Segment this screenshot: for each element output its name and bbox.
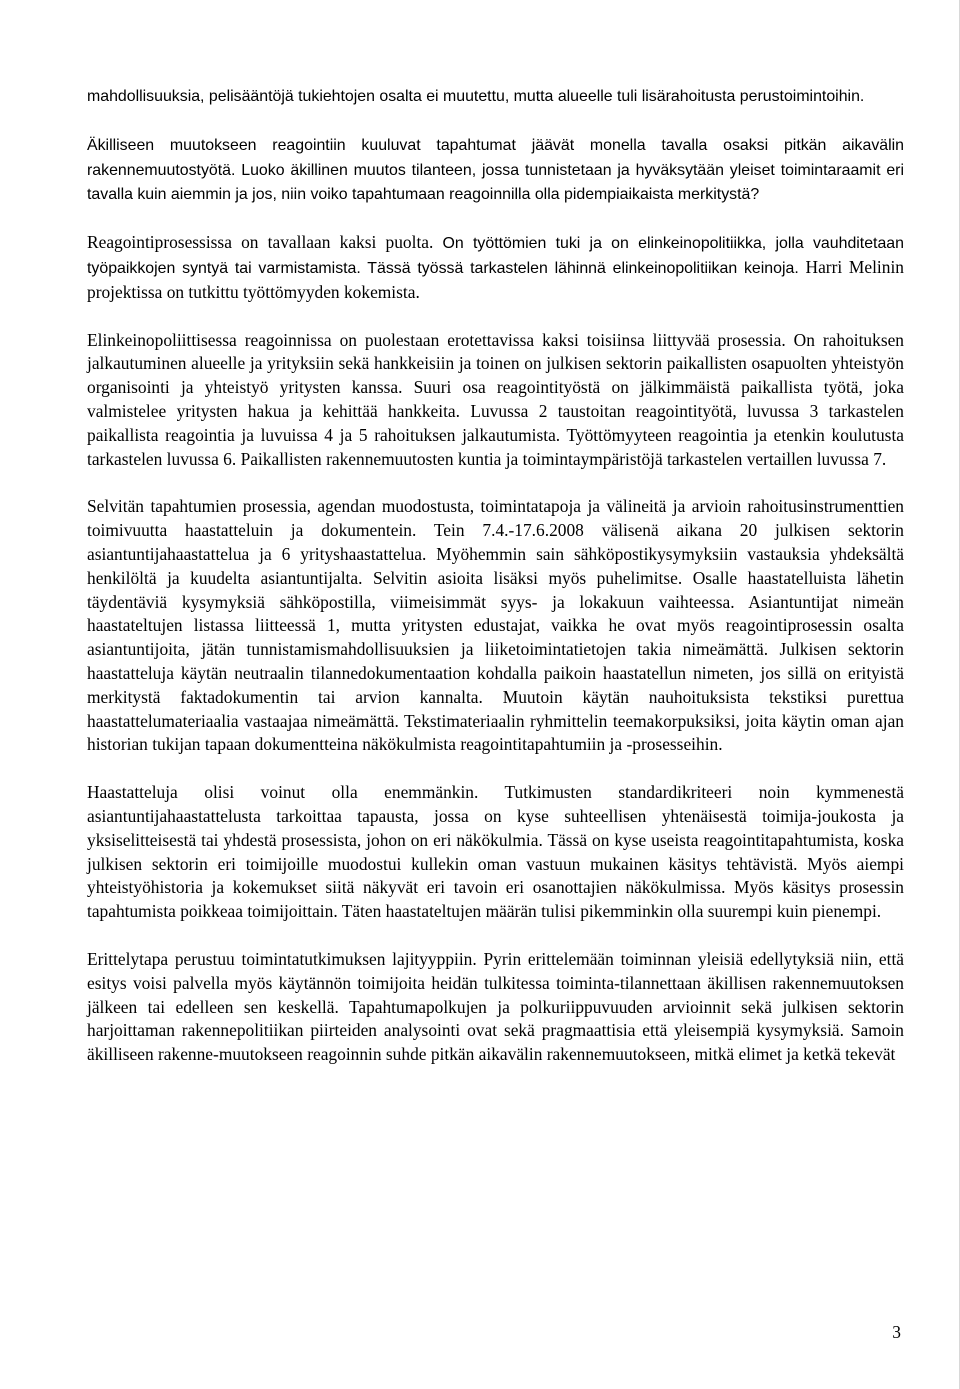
paragraph — [87, 948, 904, 1067]
paragraph-text: Erittelytapa perustuu toimintatutkimuksen lajityyppiin. Pyrin erittelemään toiminnan yleisiä edellytyksiä niin, että esitys voisi palvella myös käytännön toimijoita heidän tulkitessa toiminta-tilannettaan äkillisen rakennemuutoksen jälkeen tai edelleen sen keskellä. Tapahtumapolkujen ja polkuriippuvuuden arvioinnit sekä julkisen sektorin harjoittaman rakennepolitiikan piirteiden analysointi ovat sekä pragmaattisia että yleisempiä kysymyksiä. Samoin äkilliseen rakenne-muutokseen reagoinnin suhde pitkän aikavälin rakennemuutokseen, mitkä elimet ja ketkä tekevät — [87, 948, 904, 1065]
paragraph-text: Elinkeinopoliittisessa reagoinnissa on puolestaan erotettavissa kaksi toisiinsa liittyvää prosessia. On rahoituksen jalkautuminen alueelle ja yrityksiin sekä hankkeisiin ja toinen on julkisen sektorin paikallisten osapuolten yhteistyön organisointi ja yhteistyö yritysten kanssa. Suuri osa reagointityöstä on jälkimmäistä paikallista työtä, joka valmistelee yritysten hakua ja kehittää hankkeita. Luvussa 2 taustoitan reagointityötä, luvussa 3 tarkastelen paikallista reagointia ja luvuissa 4 ja 5 rahoituksen jalkautumista. Työttömyyteen reagointia ja etenkin koulutusta tarkastelen luvussa 6. Paikallisten rakennemuutosten kuntia ja toimintaympäristöjä tarkastelen vertaillen luvussa 7. — [87, 329, 904, 469]
paragraph — [87, 329, 904, 472]
paragraph — [87, 133, 904, 207]
paragraph — [87, 781, 904, 924]
paragraph-text: Reagointiprosessissa on tavallaan kaksi puolta. — [87, 232, 443, 253]
document-body — [87, 84, 904, 1091]
paragraph — [87, 495, 904, 757]
paragraph-text: Äkilliseen muutokseen reagointiin kuuluvat tapahtumat jäävät monella tavalla osaksi pitkän aikavälin rakennemuutostyötä. Luoko äkillinen muutos tilanteen, jossa tunnistetaan ja hyväksytään yleiset toimintaraamit eri tavalla kuin aiemmin ja jos, niin voiko tapahtumaan reagoinnilla olla pidempiaikaista merkitystä? — [87, 136, 904, 204]
paragraph-text: Selvitän tapahtumien prosessia, agendan muodostusta, toimintatapoja ja välineitä ja arvioin rahoitusinstrumenttien toimivuutta haastatteluin ja dokumentein. Tein 7.4.-17.6.2008 välisenä aikana 20 julkisen sektorin asiantuntijahaastattelua ja 6 yrityshaastattelua. Myöhemmin sain sähköpostikysymyksiin vastauksia yhdeksältä henkilöltä ja kuudelta asiantuntijalta. Selvitin asioita lisäksi myös puhelimitse. Osalle haastatelluista lähetin täydentäviä kysymyksiä sähköpostilla, viimeisimmät syys- ja lokakuun vaihteessa. Asiantuntijat nimeän haastateltujen listassa liitteessä 1, mutta yritysten edustajat, vaikka he ovat myös reagointiprosessin osalta asiantuntijoita, jätän tunnistamismahdollisuuksien ja liiketoimintatietojen takia nimeämättä. Julkisen sektorin haastatteluja käytän neutraalin tilannedokumentaation kohdalla paikoin haastatellun nimeten, jos sillä on erityistä merkitystä faktadokumentin tai arvion kannalta. Muutoin käytän nauhoituksista tekstiksi purettua haastattelumateriaalia vastaajaa nimeämättä. Tekstimateriaalin ryhmittelin teemakorpuksiksi, joita käytin oman ajan historian tukijan tapaan dokumentteina näkökulmista reagointitapahtumiin ja -prosesseihin. — [87, 496, 904, 755]
page-number: 3 — [892, 1322, 901, 1342]
paragraph — [87, 84, 904, 109]
paragraph-text: Haastatteluja olisi voinut olla enemmänkin. Tutkimusten standardikriteeri noin kymmenestä asiantuntijahaastattelusta tarkoittaa tapausta, jossa on kyse suhteellisen yhtenäisestä toimija-joukosta ja yksiselitteisestä tai yhdestä prosessista, johon on eri näkökulmia. Tässä on kyse useista reagointitapahtumista, koska julkisen sektorin eri toimijoille muodostui kullekin oman vastuun mukainen käsitys tehtävistä. Myös aiempi yhteistyöhistoria ja kokemukset siitä näkyvät eri tavoin eri osanottajien näkökulmissa. Myös käsitys prosessin tapahtumista poikkeaa toimijoittain. Täten haastateltujen määrän tulisi pikemminkin olla suurempi kuin pienempi. — [87, 782, 904, 922]
paragraph-text: mahdollisuuksia, pelisääntöjä tukiehtojen osalta ei muutettu, mutta alueelle tuli lisärahoitusta perustoimintoihin. — [87, 88, 865, 105]
paragraph — [87, 231, 904, 304]
paragraph-text: Harri Melinin projektissa on tutkittu työttömyyden kokemista. — [87, 256, 904, 302]
paragraph-text: On työttömien tuki ja on elinkeinopolitiikka, jolla vauhditetaan työpaikkojen syntyä tai varmistamista. Tässä työssä tarkastelen lähinnä elinkeinopolitiikan keinoja. — [87, 235, 904, 277]
